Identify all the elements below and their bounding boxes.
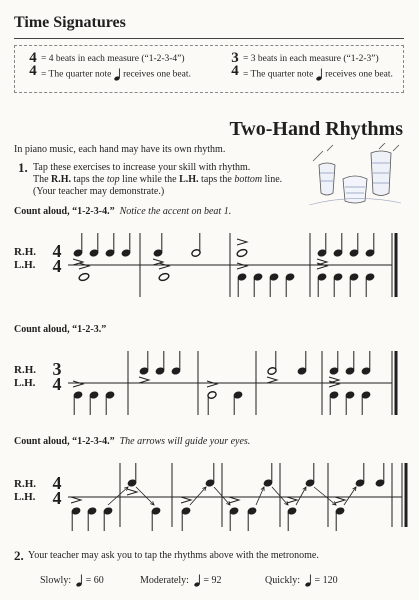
metro-label: Slowly: (40, 574, 72, 586)
quarter-note (105, 233, 115, 257)
time-signature-3-4 (229, 52, 241, 78)
quarter-note-icon (114, 68, 121, 81)
lh-label: L.H. (14, 377, 36, 389)
ts-text: = The quarter note (41, 69, 112, 80)
step1-line2 (33, 174, 293, 186)
quarter-note (247, 507, 257, 531)
accent-mark (127, 489, 137, 495)
quarter-note (329, 381, 339, 415)
rh-label: R.H. (14, 478, 36, 490)
ex2-count-label: Count aloud, “1-2-3.” (14, 324, 107, 335)
quarter-note (287, 497, 297, 531)
step1-text-span: taps the (198, 174, 235, 185)
half-note (191, 233, 201, 257)
half-note (267, 351, 277, 383)
quarter-note (89, 233, 99, 257)
quarter-note (317, 233, 327, 265)
ts-top: 4 (52, 241, 62, 261)
quarter-note (89, 391, 99, 415)
step1-lh: L.H. (179, 174, 199, 185)
quarter-note (263, 463, 273, 487)
accent-mark (207, 381, 217, 387)
accent-mark (181, 497, 191, 503)
step1-line3: (Your teacher may demonstrate.) (33, 186, 165, 197)
accent-mark (237, 263, 247, 269)
ex3-count: Count aloud, “1-2-3-4.” (14, 436, 115, 447)
quarter-note (297, 351, 307, 375)
quarter-note (317, 263, 327, 297)
quarter-note-icon (194, 574, 201, 587)
quarter-note (171, 351, 181, 375)
quarter-note (71, 497, 81, 531)
quarter-note (139, 351, 149, 383)
metro-label: Moderately: (140, 574, 189, 586)
ex1-count-label (14, 206, 231, 217)
quarter-note-icon (76, 574, 83, 587)
ts-text: receives one beat. (325, 69, 393, 80)
ts-top: 4 (29, 50, 37, 66)
step1-rh: R.H. (51, 174, 72, 185)
quarter-note-icon (305, 574, 312, 587)
ts-bottom: 4 (29, 63, 37, 79)
metronome-slowly (40, 574, 104, 587)
quarter-note (105, 391, 115, 415)
ts-text: receives one beat. (123, 69, 191, 80)
quarter-note (345, 351, 355, 375)
ts-3-4-line2 (243, 68, 393, 81)
guide-arrow-line (256, 487, 264, 505)
note-head (158, 272, 170, 281)
quarter-note (237, 263, 247, 297)
ts-bottom: 4 (52, 488, 62, 508)
intro-text: In piano music, each hand may have its own rhythm. (14, 144, 226, 155)
metro-label: Quickly: (265, 574, 300, 586)
section-title-two-hand-rhythms: Two-Hand Rhythms (229, 118, 403, 140)
half-note (207, 381, 217, 415)
quarter-note-icon (316, 68, 323, 81)
accent-mark (159, 263, 169, 269)
quarter-note (229, 497, 239, 531)
ts-3-4-line1: = 3 beats in each measure (“1-2-3”) (243, 54, 379, 64)
ex3-rhythm-staff (0, 455, 419, 540)
quarter-note (155, 351, 165, 375)
ex1-hint: Notice the accent on beat 1. (119, 206, 232, 217)
step1-text-span: line. (262, 174, 283, 185)
ts-top: 4 (52, 473, 62, 493)
quarter-note (335, 497, 345, 531)
guide-arrow-line (314, 487, 336, 505)
step1-text-span: The (33, 174, 52, 185)
step1-text-span: taps the (71, 174, 107, 185)
quarter-note (375, 463, 385, 487)
ex3-count-label (14, 436, 250, 447)
ts-bottom: 4 (52, 374, 62, 394)
ts-top: 3 (52, 359, 62, 379)
step1-line1: Tap these exercises to increase your skill with rhythm. (33, 162, 251, 173)
accent-mark (79, 263, 89, 269)
quarter-note (269, 273, 279, 297)
quarter-note (103, 507, 113, 531)
ex1-rhythm-staff (0, 225, 419, 305)
accent-mark (267, 377, 277, 383)
step-number-1: 1. (18, 160, 28, 175)
quarter-note (361, 351, 371, 375)
time-signature-4-4 (27, 52, 39, 78)
quarter-note (73, 233, 83, 265)
step2-text: Your teacher may ask you to tap the rhythms above with the metronome. (28, 550, 319, 561)
quarter-note (349, 233, 359, 257)
guide-arrow-line (136, 487, 154, 505)
lh-label: L.H. (14, 259, 36, 271)
metro-value: = 60 (85, 574, 104, 586)
quarter-note (151, 507, 161, 531)
ex1-count: Count aloud, “1-2-3-4.” (14, 206, 115, 217)
drums-illustration (309, 143, 401, 205)
ex2-rhythm-staff (0, 343, 419, 423)
note-head (236, 248, 248, 257)
rh-label: R.H. (14, 364, 36, 376)
whole-note (78, 263, 90, 282)
lh-label: L.H. (14, 491, 36, 503)
guide-arrow-line (190, 487, 206, 505)
quarter-note (333, 273, 343, 297)
accent-mark (237, 239, 247, 245)
quarter-note (349, 273, 359, 297)
guide-arrow-line (108, 487, 128, 505)
accent-mark (73, 381, 83, 387)
title-rule (14, 38, 404, 39)
quarter-note (127, 463, 137, 495)
ex3-hint: The arrows will guide your eyes. (119, 436, 251, 447)
metro-value: = 120 (314, 574, 338, 586)
quarter-note (73, 381, 83, 415)
ts-4-4-line2 (41, 68, 191, 81)
whole-note (236, 239, 248, 258)
ts-4-4-line1: = 4 beats in each measure (“1-2-3-4”) (41, 54, 185, 64)
quarter-note (285, 273, 295, 297)
quarter-note (253, 273, 263, 297)
quarter-note (365, 273, 375, 297)
rh-label: R.H. (14, 246, 36, 258)
accent-mark (71, 497, 81, 503)
metronome-moderately (140, 574, 222, 587)
section-title-time-signatures: Time Signatures (14, 14, 126, 31)
step1-text (33, 162, 293, 198)
metronome-quickly (265, 574, 338, 587)
quarter-note (365, 233, 375, 257)
step1-bottom: bottom (234, 174, 263, 185)
quarter-note (181, 497, 191, 531)
guide-arrow-line (296, 487, 306, 505)
ts-bottom: 4 (231, 63, 239, 79)
quarter-note (361, 391, 371, 415)
metro-value: = 92 (203, 574, 222, 586)
time-signature-box (14, 45, 404, 93)
quarter-note (233, 391, 243, 415)
ts-top: 3 (231, 50, 239, 66)
guide-arrow-line (344, 487, 356, 505)
accent-mark (139, 377, 149, 383)
quarter-note (329, 351, 339, 383)
quarter-note (305, 463, 315, 487)
quarter-note (205, 463, 215, 487)
note-head (78, 272, 90, 281)
quarter-note (355, 463, 365, 487)
ts-text: = The quarter note (243, 69, 314, 80)
whole-note (158, 263, 170, 282)
quarter-note (87, 507, 97, 531)
accent-mark (335, 497, 345, 503)
step1-text-span: line while the (119, 174, 180, 185)
accent-mark (229, 497, 239, 503)
ts-bottom: 4 (52, 256, 62, 276)
step-number-2: 2. (14, 548, 24, 563)
quarter-note (345, 391, 355, 415)
step1-top: top (106, 174, 120, 185)
quarter-note (333, 233, 343, 257)
quarter-note (153, 233, 163, 265)
quarter-note (121, 233, 131, 257)
accent-mark (287, 497, 297, 503)
